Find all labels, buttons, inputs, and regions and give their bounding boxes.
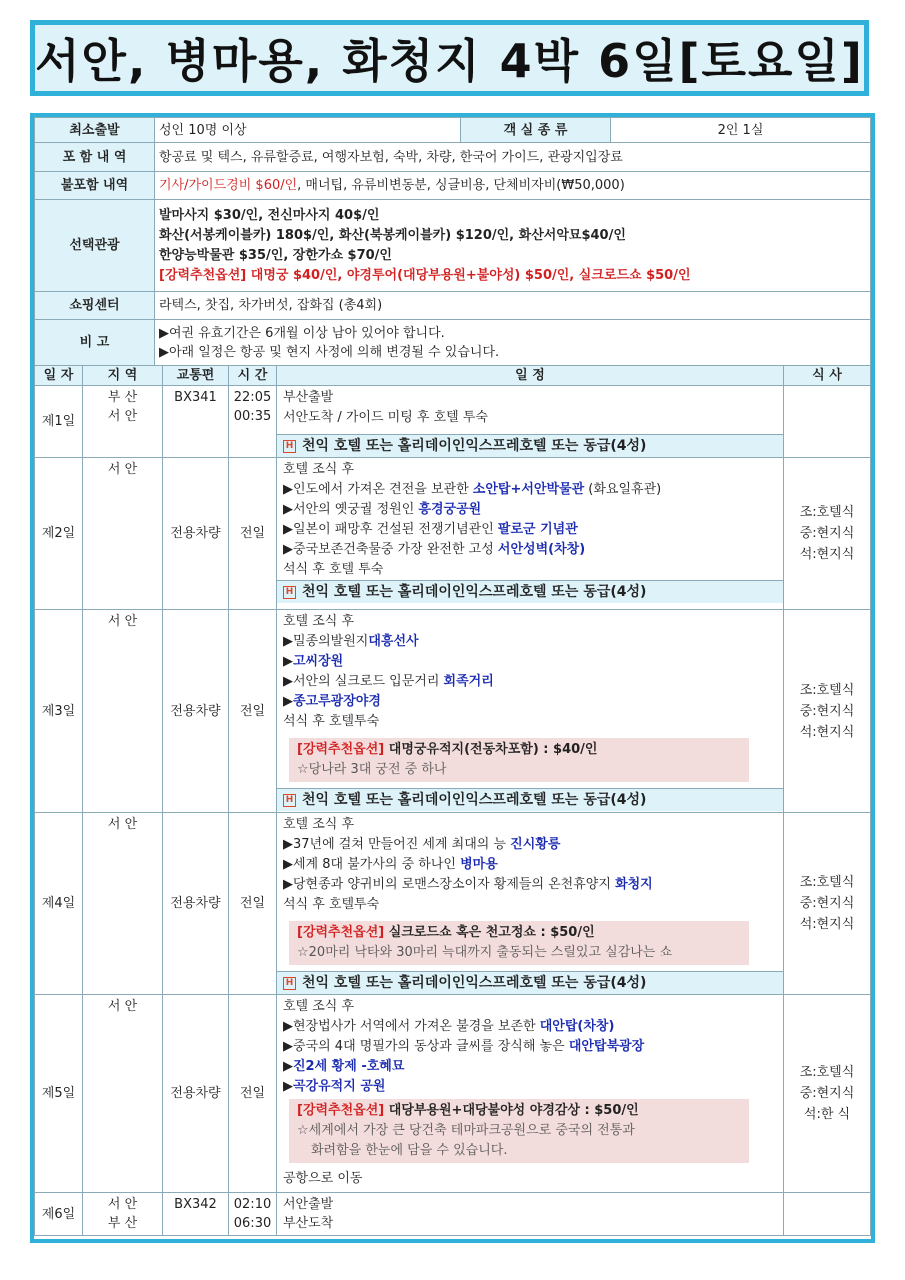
time-line: 06:30 — [233, 1216, 272, 1231]
place-line: 부 산 — [107, 390, 138, 405]
schedule-line: ▶서안의 옛궁궐 정원인 흥경궁공원 — [283, 502, 482, 517]
meal-line: 조:호텔식 — [799, 505, 855, 520]
spot-name: 대안탑(차창) — [539, 1019, 615, 1034]
day-place: 서 안 — [83, 813, 163, 995]
schedule-line: 석식 후 호텔투숙 — [283, 714, 380, 729]
spot-name: 곡강유적지 공원 — [293, 1079, 386, 1094]
spot-name: 대흥선사 — [368, 634, 419, 649]
spot-name: 소안탑+서안박물관 — [472, 482, 585, 497]
spot-name: 서안성벽(차창) — [497, 542, 586, 557]
option-note: ☆세계에서 가장 큰 당건축 테마파크공원으로 중국의 전통과 — [297, 1123, 635, 1138]
meal-line: 석:현지식 — [799, 917, 855, 932]
min-departure-value: 성인 10명 이상 — [155, 118, 461, 143]
day-time: 전일 — [229, 813, 277, 995]
day-place: 서 안 — [83, 995, 163, 1193]
info-table — [34, 117, 871, 366]
remarks-value — [155, 320, 871, 366]
shopping-value: 라텍스, 찻집, 차가버섯, 잡화집 (총4회) — [155, 292, 871, 320]
day-meal — [784, 1193, 871, 1236]
day-place — [83, 1193, 163, 1236]
day-label: 제6일 — [35, 1193, 83, 1236]
spot-name: 팔로군 기념관 — [497, 522, 578, 537]
day-label: 제5일 — [35, 995, 83, 1193]
place-line: 부 산 — [107, 1216, 138, 1231]
meal-line: 중:현지식 — [799, 526, 855, 541]
excluded-guide-fee: 기사/가이드경비 $60/인 — [159, 178, 298, 193]
option-note: ☆20마리 낙타와 30마리 늑대까지 출동되는 스릴있고 실감나는 쇼 — [297, 945, 673, 960]
day-row-4 — [35, 813, 871, 995]
remarks-label: 비 고 — [35, 320, 155, 366]
spot-name: 진2세 황제 -호혜묘 — [293, 1059, 405, 1074]
optional-value — [155, 200, 871, 292]
schedule-line: 서안출발 — [283, 1197, 334, 1212]
day-meal — [784, 386, 871, 458]
day-meal — [784, 995, 871, 1193]
excluded-value — [155, 172, 871, 200]
option-note: ☆당나라 3대 궁전 중 하나 — [297, 762, 447, 777]
schedule-line: ▶서안의 실크로드 입문거리 회족거리 — [283, 674, 494, 689]
schedule-line: 호텔 조식 후 — [283, 462, 355, 477]
day-row-2 — [35, 458, 871, 610]
schedule-line: 호텔 조식 후 — [283, 999, 355, 1014]
schedule-line: ▶밀종의발원지대흥선사 — [283, 634, 419, 649]
option-label: [강력추천옵션] — [297, 1103, 385, 1118]
meal-line: 석:현지식 — [799, 724, 855, 740]
day-time — [229, 1193, 277, 1236]
option-title: 대당부용원+대당불야성 야경감상 : $50/인 — [384, 1103, 639, 1118]
optional-line: 발마사지 $30/인, 전신마사지 40$/인 — [159, 207, 380, 223]
meal-line: 조:호텔식 — [799, 1065, 855, 1080]
option-label: [강력추천옵션] — [297, 925, 385, 940]
day-row-6 — [35, 1193, 871, 1236]
schedule-line: 석식 후 호텔투숙 — [283, 897, 380, 912]
day-schedule — [277, 458, 784, 610]
schedule-line: ▶곡강유적지 공원 — [283, 1079, 386, 1094]
meal-line: 조:호텔식 — [799, 682, 855, 698]
schedule-line: ▶37년에 걸쳐 만들어진 세계 최대의 능 진시황릉 — [283, 837, 561, 852]
schedule-line: 부산출발 — [283, 390, 334, 405]
optional-label: 선택관광 — [35, 200, 155, 292]
schedule-line: 부산도착 — [283, 1216, 334, 1231]
spot-name: 대안탑북광장 — [568, 1039, 645, 1054]
day-transport: 전용차량 — [163, 458, 229, 610]
day-row-5 — [35, 995, 871, 1193]
optional-line: 한양능박물관 $35/인, 장한가쇼 $70/인 — [159, 247, 392, 263]
schedule-line: ▶종고루광장야경 — [283, 694, 381, 709]
meal-line: 중:현지식 — [799, 703, 855, 719]
day-label: 제2일 — [35, 458, 83, 610]
schedule-line: 호텔 조식 후 — [283, 817, 355, 832]
day-place — [83, 386, 163, 458]
room-type-label: 객 실 종 류 — [461, 118, 611, 143]
schedule-line: ▶인도에서 가져온 견전을 보관한 소안탑+서안박물관 (화요일휴관) — [283, 482, 662, 497]
spot-name: 병마용 — [460, 857, 498, 872]
schedule-line: 서안도착 / 가이드 미팅 후 호텔 투숙 — [283, 410, 488, 425]
place-line: 서 안 — [107, 409, 138, 424]
header-schedule: 일 정 — [277, 366, 784, 386]
schedule-table — [34, 365, 871, 1236]
day-transport: 전용차량 — [163, 995, 229, 1193]
day-transport: 전용차량 — [163, 813, 229, 995]
meal-line: 조:호텔식 — [799, 875, 855, 890]
spot-name: 종고루광장야경 — [293, 694, 381, 709]
meal-line: 중:현지식 — [799, 896, 855, 911]
time-line: 00:35 — [233, 409, 272, 424]
day-meal — [784, 610, 871, 813]
schedule-line: ▶세계 8대 불가사의 중 하나인 병마용 — [283, 857, 498, 872]
schedule-line: ▶중국보존건축물중 가장 완전한 고성 서안성벽(차창) — [283, 542, 586, 557]
recommended-option-box — [289, 1099, 749, 1163]
option-label: [강력추천옵션] — [297, 742, 385, 757]
day-time: 전일 — [229, 458, 277, 610]
hotel-icon: H — [283, 440, 296, 453]
included-label: 포 함 내 역 — [35, 143, 155, 172]
day-schedule — [277, 386, 784, 458]
day-schedule — [277, 813, 784, 995]
schedule-line: 공항으로 이동 — [283, 1171, 363, 1186]
shopping-label: 쇼핑센터 — [35, 292, 155, 320]
day-place: 서 안 — [83, 610, 163, 813]
day-time — [229, 386, 277, 458]
schedule-line: ▶고씨장원 — [283, 654, 344, 669]
header-transport: 교통편 — [163, 366, 229, 386]
room-type-value: 2인 1실 — [611, 118, 871, 143]
remark-line: ▶여권 유효기간은 6개월 이상 남아 있어야 합니다. — [159, 325, 445, 341]
hotel-text: 천익 호텔 또는 홀리데이인익스프레호텔 또는 동급(4성) — [302, 438, 647, 454]
itinerary-frame — [30, 113, 875, 1243]
header-time: 시 간 — [229, 366, 277, 386]
day-schedule — [277, 1193, 784, 1236]
hotel-banner — [277, 788, 783, 811]
day-place: 서 안 — [83, 458, 163, 610]
hotel-icon: H — [283, 794, 296, 807]
schedule-line: ▶일본이 패망후 건설된 전쟁기념관인 팔로군 기념관 — [283, 522, 578, 537]
schedule-line: ▶현장법사가 서역에서 가져온 불경을 보존한 대안탑(차창) — [283, 1019, 615, 1034]
schedule-line: 호텔 조식 후 — [283, 614, 355, 629]
spot-name: 회족거리 — [443, 674, 494, 689]
day-meal — [784, 458, 871, 610]
spot-name: 진시황릉 — [510, 837, 561, 852]
optional-line: 화산(서봉케이블카) 180$/인, 화산(북봉케이블카) $120/인, 화산서악묘$40/인 — [159, 227, 626, 243]
day-meal — [784, 813, 871, 995]
day-schedule — [277, 610, 784, 813]
day-label: 제4일 — [35, 813, 83, 995]
option-title: 대명궁유적지(전동차포함) : $40/인 — [384, 742, 598, 757]
hotel-text: 천익 호텔 또는 홀리데이인익스프레호텔 또는 동급(4성) — [302, 584, 647, 600]
meal-line: 석:현지식 — [799, 547, 855, 562]
day-label: 제1일 — [35, 386, 83, 458]
hotel-icon: H — [283, 586, 296, 599]
option-note: 화려함을 한눈에 담을 수 있습니다. — [311, 1143, 508, 1158]
meal-line: 석:한 식 — [803, 1107, 851, 1122]
hotel-banner — [277, 434, 783, 457]
day-time: 전일 — [229, 610, 277, 813]
day-row-3 — [35, 610, 871, 813]
time-line: 22:05 — [233, 390, 272, 405]
option-title: 실크로드쇼 혹은 천고정쇼 : $50/인 — [384, 925, 595, 940]
header-place: 지 역 — [83, 366, 163, 386]
schedule-line: 석식 후 호텔 투숙 — [283, 562, 384, 577]
header-day: 일 자 — [35, 366, 83, 386]
optional-recommended: [강력추천옵션] 대명궁 $40/인, 야경투어(대당부용원+불야성) $50/인, 실크로드쇼 $50/인 — [159, 267, 691, 283]
hotel-icon: H — [283, 977, 296, 990]
day-transport: BX342 — [163, 1193, 229, 1236]
day-schedule — [277, 995, 784, 1193]
title-banner — [30, 20, 869, 96]
schedule-line: ▶진2세 황제 -호혜묘 — [283, 1059, 405, 1074]
excluded-label: 불포함 내역 — [35, 172, 155, 200]
spot-name: 화청지 — [615, 877, 653, 892]
remark-line: ▶아래 일정은 항공 및 현지 사정에 의해 변경될 수 있습니다. — [159, 344, 500, 360]
hotel-banner — [277, 971, 783, 994]
min-departure-label: 최소출발 — [35, 118, 155, 143]
place-line: 서 안 — [107, 1197, 138, 1212]
day-transport: BX341 — [163, 386, 229, 458]
meal-line: 중:현지식 — [799, 1086, 855, 1101]
recommended-option-box — [289, 738, 749, 782]
hotel-text: 천익 호텔 또는 홀리데이인익스프레호텔 또는 동급(4성) — [302, 792, 647, 808]
hotel-banner — [277, 580, 783, 603]
header-meal: 식 사 — [784, 366, 871, 386]
page-title: 서안, 병마용, 화청지 4박 6일[토요일] — [35, 34, 864, 88]
spot-name: 흥경궁공원 — [418, 502, 482, 517]
excluded-rest: , 매너팁, 유류비변동분, 싱글비용, 단체비자비(₩50,000) — [297, 178, 625, 193]
hotel-text: 천익 호텔 또는 홀리데이인익스프레호텔 또는 동급(4성) — [302, 975, 647, 991]
schedule-line: ▶당현종과 양귀비의 로맨스장소이자 황제들의 온천휴양지 화청지 — [283, 877, 653, 892]
spot-name: 고씨장원 — [293, 654, 344, 669]
day-row-1 — [35, 386, 871, 458]
included-value: 항공료 및 텍스, 유류할증료, 여행자보험, 숙박, 차량, 한국어 가이드, 관광지입장료 — [155, 143, 871, 172]
schedule-line: ▶중국의 4대 명필가의 동상과 글씨를 장식해 놓은 대안탑북광장 — [283, 1039, 645, 1054]
time-line: 02:10 — [233, 1197, 272, 1212]
day-transport: 전용차량 — [163, 610, 229, 813]
recommended-option-box — [289, 921, 749, 965]
day-label: 제3일 — [35, 610, 83, 813]
day-time: 전일 — [229, 995, 277, 1193]
